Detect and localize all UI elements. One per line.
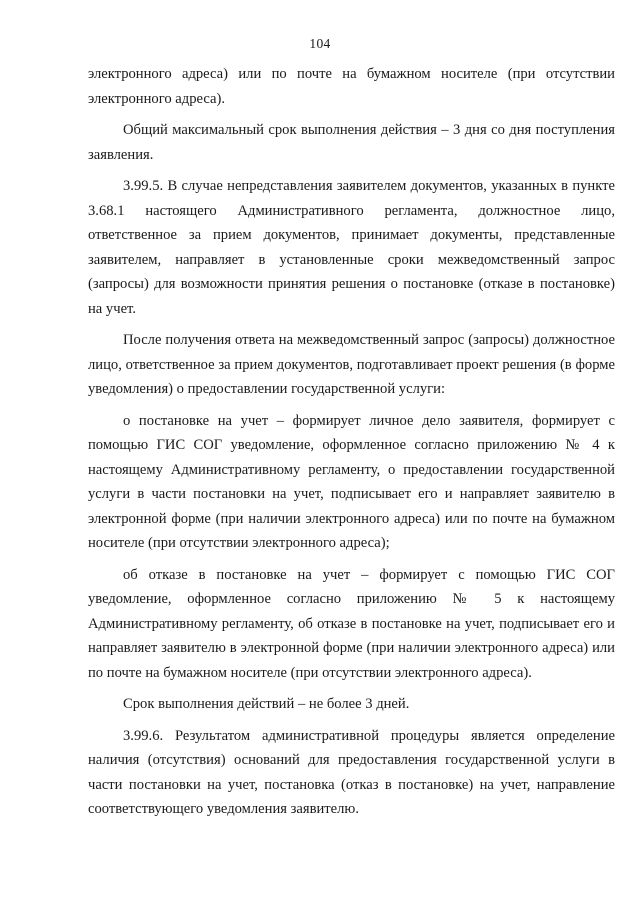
paragraph-action-term: Срок выполнения действий – не более 3 дней. <box>123 696 410 712</box>
paragraph-refusal: об отказе в постановке на учет – формирует с помощью ГИС СОГ уведомление, оформленное согласно приложению № 5 к настоящему Административному регламенту, об отказе в постановке на учет, подписывает его и направляет заявителю в электронной форме (при наличии электронного адреса) или по почте на бумажном носителе (при отсутствии электронного адреса). <box>88 566 615 681</box>
paragraph-continuation: электронного адреса) или по почте на бумажном носителе (при отсутствии электронного адреса). <box>88 66 615 107</box>
document-body <box>88 62 615 822</box>
paragraph-3-99-6: 3.99.6. Результатом административной процедуры является определение наличия (отсутствия) оснований для предоставления государственной услуги в части постановки на учет, постановка (отказ в постановке) на учет, направление соответствующего уведомления заявителю. <box>88 727 615 817</box>
page-number: 104 <box>309 36 331 51</box>
paragraph-3-99-5: 3.99.5. В случае непредставления заявителем документов, указанных в пункте 3.68.1 настоящего Административного регламента, должностное лицо, ответственное за прием документов, принимает документы, представленные заявителем, направляет в установленные сроки межведомственный запрос (запросы) для возможности принятия решения о постановке (отказе в постановке) на учет. <box>88 178 615 317</box>
paragraph-max-term: Общий максимальный срок выполнения действия – 3 дня со дня поступления заявления. <box>88 122 615 163</box>
paragraph-after-response: После получения ответа на межведомственный запрос (запросы) должностное лицо, ответственное за прием документов, подготавливает проект решения (в форме уведомления) о предоставлении государственной услуги: <box>88 332 615 397</box>
paragraph-registration: о постановке на учет – формирует личное дело заявителя, формирует с помощью ГИС СОГ уведомление, оформленное согласно приложению № 4 к настоящему Административному регламенту, о предоставлении государственной услуги в части постановки на учет, подписывает его и направляет заявителю в электронной форме (при наличии электронного адреса) или по почте на бумажном носителе (при отсутствии электронного адреса); <box>88 412 615 551</box>
